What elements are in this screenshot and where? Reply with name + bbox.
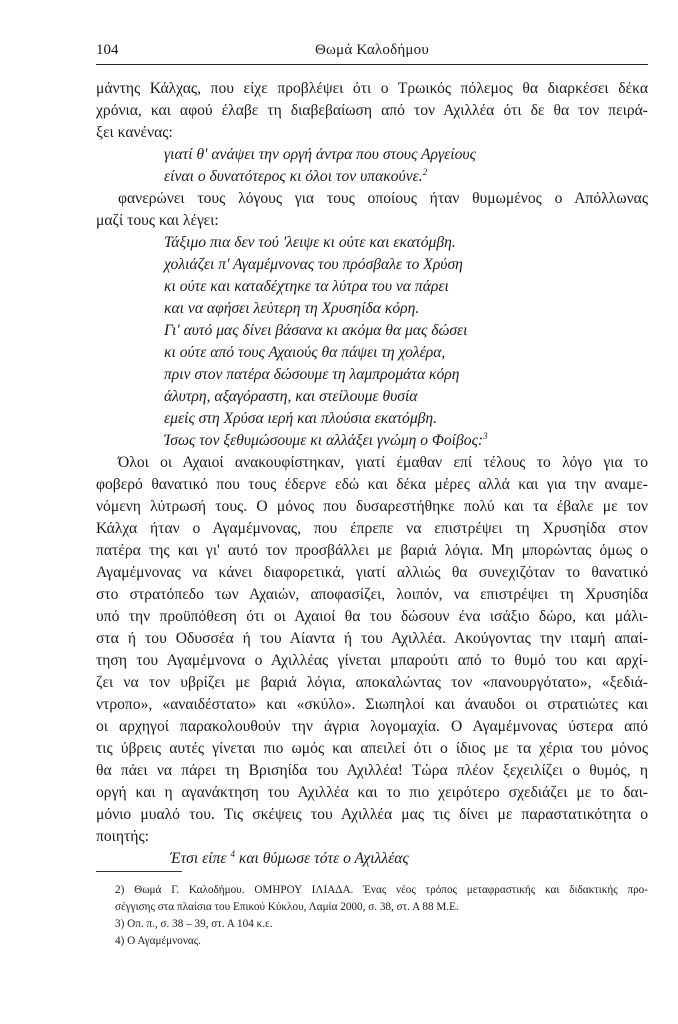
- text-line: στο στρατόπεδο των Αχαιών, αποφασίζει, λοιπόν, να επιστρέψει τη Χρυσηίδα: [96, 586, 648, 603]
- text-line: τις ύβρεις αυτές γίνεται πιο ωμός και απειλεί ότι ο ίδιος με τα χέρια του μόνος: [96, 740, 648, 757]
- footnote-marker: 3: [483, 431, 488, 441]
- text-line: νόμενη λύτρωσή τους. Ο μόνος που δυσαρεστήθηκε πολύ και τα έβαλε με τον: [96, 498, 648, 515]
- footnotes: [96, 882, 648, 950]
- verse-line: και να αφήσει λεύτερη τη Χρυσηίδα κόρη.: [164, 300, 420, 317]
- text-line: ζει να τον υβρίζει με βαριά λόγια, αποκαλώντας τον «πανουργότατο», «ξεδιά-: [96, 674, 648, 691]
- text-line: φοβερό θανατικό που τους έδερνε εδώ και δέκα μέρες αλλά και για την αναμε-: [96, 476, 648, 493]
- verse-line: κι ούτε από τους Αχαιούς θα πάψει τη χολέρα,: [164, 344, 446, 361]
- text-line: τηση του Αγαμέμνονα ο Αχιλλέας γίνεται μπαρούτι από το θυμό του και αρχί-: [96, 652, 648, 669]
- text-line: μόνιο μυαλό του. Τις σκέψεις του Αχιλλέα μας τις δίνει με παραστατικότητα ο: [96, 806, 648, 823]
- text-line: θα πάει να πάρει τη Βρισηίδα του Αχιλλέα! Τώρα πλέον ξεχειλίζει ο θυμός, η: [96, 762, 648, 779]
- footnote-line: σέγγισης στα πλαίσια του Επικού Κύκλου, Λαμία 2000, σ. 38, στ. Α 88 Μ.Ε.: [115, 901, 459, 913]
- verse-text: Ίσως τον ξεθυμώσουμε κι αλλάξει γνώμη ο Φοίβος:: [164, 432, 484, 449]
- text-line: χρόνια, και αφού έλαβε τη διαβεβαίωση από τον Αχιλλέα ότι δε θα τον πειρά-: [96, 102, 648, 119]
- page-number: 104: [96, 42, 119, 58]
- text-line: οργή και η αγανάκτηση του Αχιλλέα και το πιο χειρότερο σχεδιάζει με το δαι-: [96, 784, 648, 801]
- footnote-line: 3) Οπ. π., σ. 38 – 39, στ. Α 104 κ.ε.: [115, 918, 273, 930]
- verse-text: και θύμωσε τότε ο Αχιλλέας: [238, 850, 409, 867]
- verse-line: άλυτρη, αξαγόραστη, και στείλουμε θυσία: [164, 388, 418, 405]
- running-title: Θωμά Καλοδήμου: [315, 42, 429, 58]
- footnote-marker: 2: [422, 167, 428, 177]
- text-line: Κάλχα ήταν ο Αγαμέμνονας, που έπρεπε να επιστρέψει τη Χρυσηίδα στον: [96, 520, 648, 537]
- text-line: οι αρχηγοί παρακολουθούν την άγρια λογομαχία. Ο Αγαμέμνονας ύστερα από: [96, 718, 648, 735]
- book-page: [96, 40, 648, 947]
- text-line: Αγαμέμνονας να κάνει διαφορετικά, γιατί αλλιώς θα συνεχιζόταν το θανατικό: [96, 564, 648, 581]
- verse-line: χολιάζει π' Αγαμέμνονας του πρόσβαλε το Χρύση: [164, 256, 463, 273]
- verse-line: Τάξιμο πια δεν τού 'λειψε κι ούτε και εκατόμβη.: [164, 234, 456, 251]
- verse-text: Έτσι είπε: [170, 850, 227, 867]
- verse-line: εμείς στη Χρύσα ιερή και πλούσια εκατόμβη.: [164, 410, 438, 427]
- verse-line: [96, 166, 648, 188]
- text-line: ντροπο», «αναιδέστατο» και «σκύλο». Σιωπηλοί και άναυδοι οι στρατιώτες και: [96, 696, 648, 713]
- text-line: ξει κανένας:: [96, 124, 173, 141]
- verse-line: Γι' αυτό μας δίνει βάσανα κι ακόμα θα μας δώσει: [164, 322, 468, 339]
- footnote-divider: [96, 871, 182, 872]
- verse-line: κι ούτε και καταδέχτηκε τα λύτρα του να πάρει: [164, 278, 449, 295]
- verse-text: είναι ο δυνατότερος κι όλοι τον υπακούνε.: [164, 168, 423, 185]
- footnote-line: 4) Ο Αγαμέμνονας.: [115, 935, 201, 947]
- footnote-marker: 4: [230, 849, 235, 859]
- text-line: μάντης Κάλχας, που είχε προβλέψει ότι ο Τρωικός πόλεμος θα διαρκέσει δέκα: [96, 80, 648, 97]
- main-text: [96, 78, 648, 870]
- text-line: Όλοι οι Αχαιοί ανακουφίστηκαν, γιατί έμαθαν επί τέλους το λόγο για το: [118, 454, 648, 471]
- text-line: φανερώνει τους λόγους για τους οποίους ήταν θυμωμένος ο Απόλλωνας: [118, 190, 648, 207]
- page-header: [96, 40, 648, 65]
- text-line: υπό την προϋπόθεση ότι οι Αχαιοί θα του δώσουν ένα ισάξιο δώρο, και μάλι-: [96, 608, 648, 625]
- verse-line: [96, 848, 648, 870]
- verse-line: πριν στον πατέρα δώσουμε τη λαμπρομάτα κόρη: [164, 366, 460, 383]
- text-line: μαζί τους και λέγει:: [96, 212, 219, 229]
- text-line: ποιητής:: [96, 828, 149, 845]
- verse-line: [96, 430, 648, 452]
- footnote-line: 2) Θωμά Γ. Καλοδήμου. ΟΜΗΡΟΥ ΙΛΙΑΔΑ. Ένας νέος τρόπος μεταφραστικής και διδακτικής προ-: [115, 884, 648, 896]
- text-line: στα ή του Οδυσσέα ή του Αίαντα ή του Αχιλλέα. Ακούγοντας την ιταμή απαί-: [96, 630, 648, 647]
- text-line: πατέρα της και γι' αυτό τον προσβάλλει με βαριά λόγια. Μη μπορώντας όμως ο: [96, 542, 648, 559]
- verse-line: γιατί θ' ανάψει την οργή άντρα που στους Αργείους: [164, 146, 476, 163]
